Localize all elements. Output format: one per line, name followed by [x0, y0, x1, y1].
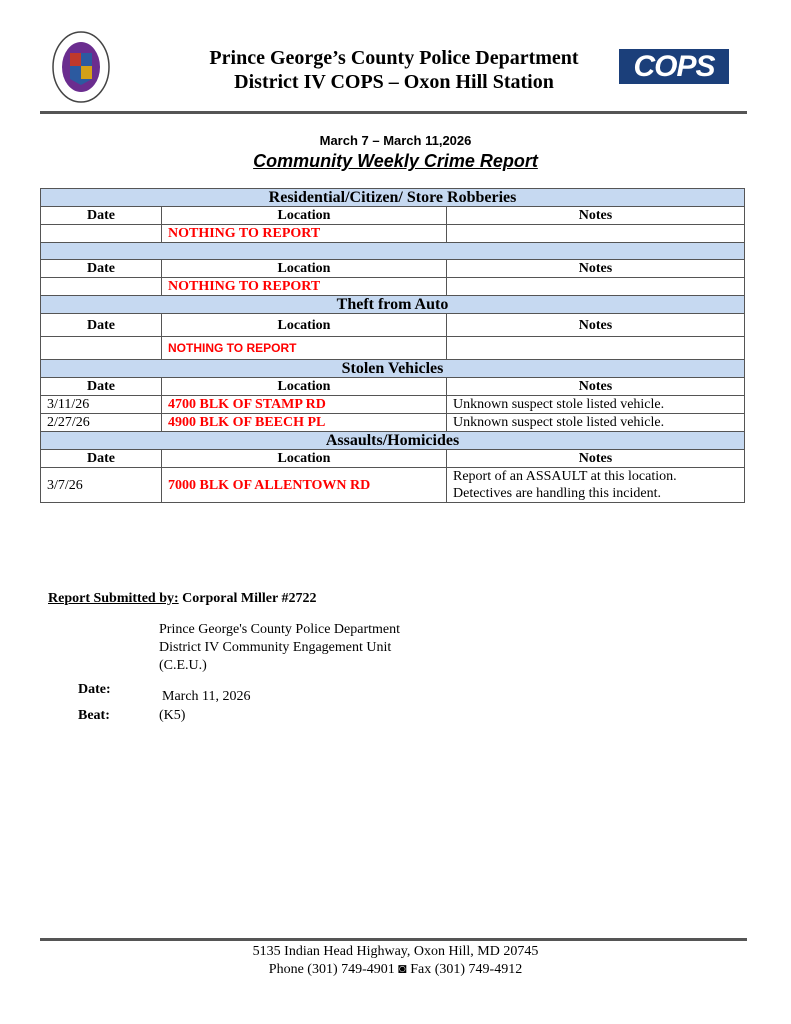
submitted-by-label: Report Submitted by:: [48, 591, 179, 606]
submitter-organization: [159, 621, 400, 675]
cell-notes: [447, 468, 745, 503]
cell-date: 3/7/26: [41, 468, 162, 503]
cell-location: 7000 BLK OF ALLENTOWN RD: [162, 468, 447, 503]
submitted-by: [48, 591, 316, 607]
notes-line-2: Detectives are handling this incident.: [453, 486, 661, 501]
crime-table: [40, 188, 745, 503]
column-header-notes: Notes: [447, 207, 745, 225]
cell-date: 3/11/26: [41, 396, 162, 414]
column-header-notes: Notes: [447, 260, 745, 278]
org-line-1: Prince George's County Police Department: [159, 622, 400, 637]
column-header-date: Date: [41, 450, 162, 468]
cell-date: 2/27/26: [41, 414, 162, 432]
section-header-assaults-homicides: Assaults/Homicides: [41, 432, 745, 450]
table-row: [41, 337, 745, 360]
column-header-date: Date: [41, 314, 162, 337]
column-header-location: Location: [162, 207, 447, 225]
section-header-theft-from-auto: Theft from Auto: [41, 296, 745, 314]
table-row: [41, 278, 745, 296]
column-header-notes: Notes: [447, 378, 745, 396]
beat-value: (K5): [159, 708, 186, 723]
section-header-stolen-vehicles: Stolen Vehicles: [41, 360, 745, 378]
title-line-2: District IV COPS – Oxon Hill Station: [234, 71, 554, 93]
section-header-unnamed: [41, 243, 745, 260]
cops-logo: COPS: [619, 49, 729, 84]
header-divider: [40, 111, 747, 114]
cell-notes: [447, 225, 745, 243]
cell-date: [41, 278, 162, 296]
cell-date: [41, 225, 162, 243]
column-header-location: Location: [162, 260, 447, 278]
column-header-date: Date: [41, 207, 162, 225]
column-header-date: Date: [41, 378, 162, 396]
table-row: [41, 396, 745, 414]
table-row: [41, 225, 745, 243]
org-line-2: District IV Community Engagement Unit: [159, 640, 392, 655]
report-title: Community Weekly Crime Report: [253, 151, 538, 171]
column-header-notes: Notes: [447, 450, 745, 468]
notes-line-1: Report of an ASSAULT at this location.: [453, 469, 677, 484]
section-header-robberies: Residential/Citizen/ Store Robberies: [41, 189, 745, 207]
column-header-location: Location: [162, 314, 447, 337]
table-row: [41, 468, 745, 503]
cell-notes: [447, 278, 745, 296]
cell-notes: [447, 337, 745, 360]
cell-date: [41, 337, 162, 360]
cell-location: 4900 BLK OF BEECH PL: [162, 414, 447, 432]
cell-location: NOTHING TO REPORT: [162, 278, 447, 296]
submitted-by-name: Corporal Miller #2722: [178, 591, 317, 606]
title-line-1: Prince George’s County Police Department: [209, 47, 579, 69]
county-seal-icon: [52, 31, 110, 103]
column-header-location: Location: [162, 378, 447, 396]
beat-label: Beat:: [78, 708, 110, 723]
footer-phone-fax: Phone (301) 749-4901 ◙ Fax (301) 749-4912: [268, 962, 523, 977]
column-header-notes: Notes: [447, 314, 745, 337]
footer-address: 5135 Indian Head Highway, Oxon Hill, MD 20745: [252, 944, 539, 959]
cell-location: NOTHING TO REPORT: [162, 337, 447, 360]
cell-notes: Unknown suspect stole listed vehicle.: [447, 396, 745, 414]
cell-location: NOTHING TO REPORT: [162, 225, 447, 243]
footer: [0, 943, 791, 979]
org-line-3: (C.E.U.): [159, 658, 207, 673]
date-value: March 11, 2026: [162, 689, 251, 704]
date-range: March 7 – March 11,2026: [319, 133, 472, 148]
department-title: [150, 46, 638, 94]
cell-location: 4700 BLK OF STAMP RD: [162, 396, 447, 414]
column-header-location: Location: [162, 450, 447, 468]
date-label: Date:: [78, 682, 111, 697]
column-header-date: Date: [41, 260, 162, 278]
footer-divider: [40, 938, 747, 941]
table-row: [41, 414, 745, 432]
cell-notes: Unknown suspect stole listed vehicle.: [447, 414, 745, 432]
